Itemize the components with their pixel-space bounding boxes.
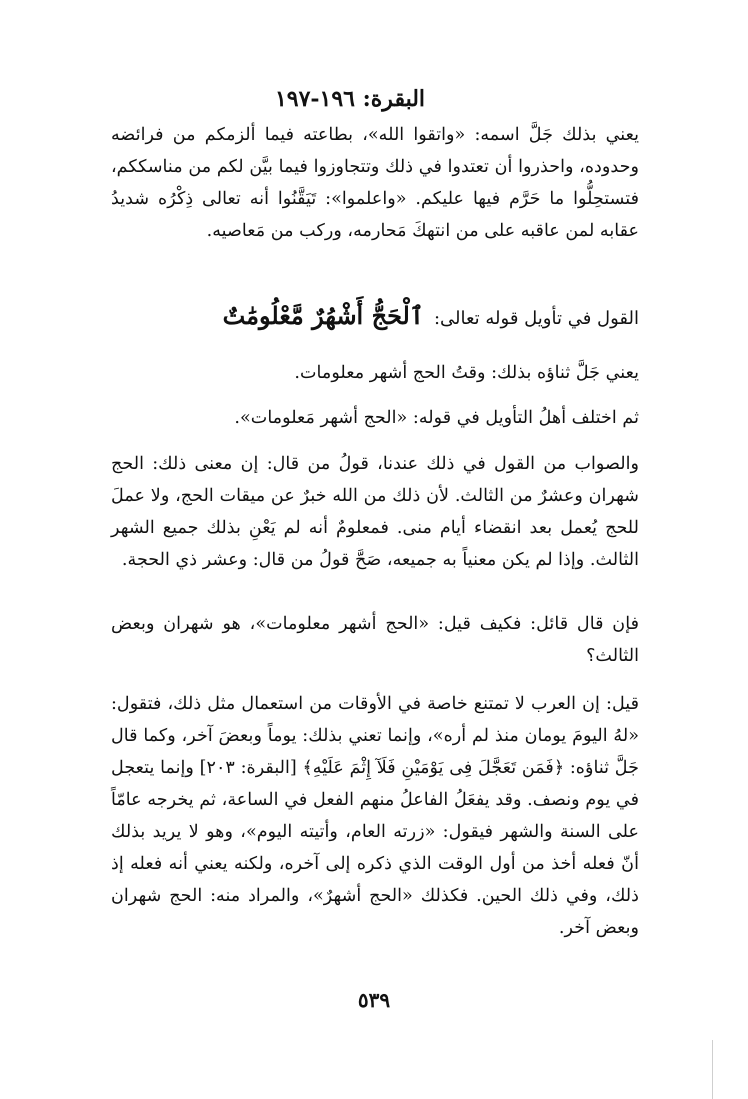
paragraph-6 bbox=[111, 688, 639, 944]
paragraph-3 bbox=[111, 402, 639, 434]
paragraph-1 bbox=[111, 119, 639, 247]
paragraph-text: ثم اختلف أهلُ التأويل في قوله: «الحج أشهر مَعلومات». bbox=[234, 408, 639, 428]
paragraph-4 bbox=[111, 448, 639, 576]
quran-verse: ٱلْحَجُّ أَشْهُرٌ مَّعْلُومَٰتٌ bbox=[222, 301, 424, 330]
paragraph-2 bbox=[111, 357, 639, 389]
heading-intro: القول في تأويل قوله تعالى: bbox=[433, 308, 639, 329]
paragraph-text: والصواب من القول في ذلك عندنا، قولُ من قال: إن معنى ذلك: الحج شهران وعشرٌ من الثالث. لأن ذلك من الله خبرٌ عن ميقات الحج، ولا عملَ للحج يُعمل بعد انقضاء أيام منى. فمعلومٌ أنه لم يَعْنِ بذلك جميع الشهر الثالث. وإذا لم يكن معنياً به جميعه، صَحَّ قولُ من قال: وعشر ذي الحجة. bbox=[111, 454, 639, 570]
paragraph-text: يعني جَلَّ ثناؤه بذلك: وقتُ الحج أشهر معلومات. bbox=[294, 363, 639, 383]
paragraph-text: فإن قال قائل: فكيف قيل: «الحج أشهر معلومات»، هو شهران وبعض الثالث؟ bbox=[111, 614, 639, 666]
page-number: ٥٣٩ bbox=[357, 988, 391, 1012]
paragraph-text: يعني بذلك جَلَّ اسمه: «واتقوا الله»، بطاعته فيما ألزمكم من فرائضه وحدوده، واحذروا أن تعتدوا في ذلك وتتجاوزوا فيما بيَّن لكم من مناسككم، فتستحِلُّوا ما حَرَّم فيها عليكم. «واعلموا»: تَيَقَّنُوا أنه تعالى ذِكْرُه شديدُ عقابه لمن عاقبه على من انتهكَ مَحارمه، وركب من مَعاصيه. bbox=[111, 125, 639, 241]
paragraph-text: قيل: إن العرب لا تمتنع خاصة في الأوقات من استعمال مثل ذلك، فتقول: «لهُ اليومَ يومان منذ لم أره»، وإنما تعني بذلك: يوماً وبعضَ آخر، وكما قال جَلَّ ثناؤه: ﴿فَمَن تَعَجَّلَ فِى يَوْمَيْنِ فَلَآ إِثْمَ عَلَيْهِ﴾ [البقرة: ٢٠٣] وإنما يتعجل في يوم ونصف. وقد يفعَلُ الفاعلُ منهم الفعل في الساعة، ثم يخرجه عامّاً على السنة والشهر فيقول: «زرته العام، وأتيته اليوم»، وهو لا يريد بذلك أنّ فعله أخذ من أول الوقت الذي ذكره إلى آخره، ولكنه يعني أنه فعله إذ ذلك، وفي ذلك الحين. فكذلك «الحج أشهرٌ»، والمراد منه: الحج شهران وبعض آخر. bbox=[111, 694, 639, 938]
section-heading bbox=[111, 298, 639, 337]
scan-edge-line bbox=[712, 1040, 713, 1099]
paragraph-5 bbox=[111, 608, 639, 672]
running-header: البقرة: ١٩٦-١٩٧ bbox=[274, 86, 426, 112]
